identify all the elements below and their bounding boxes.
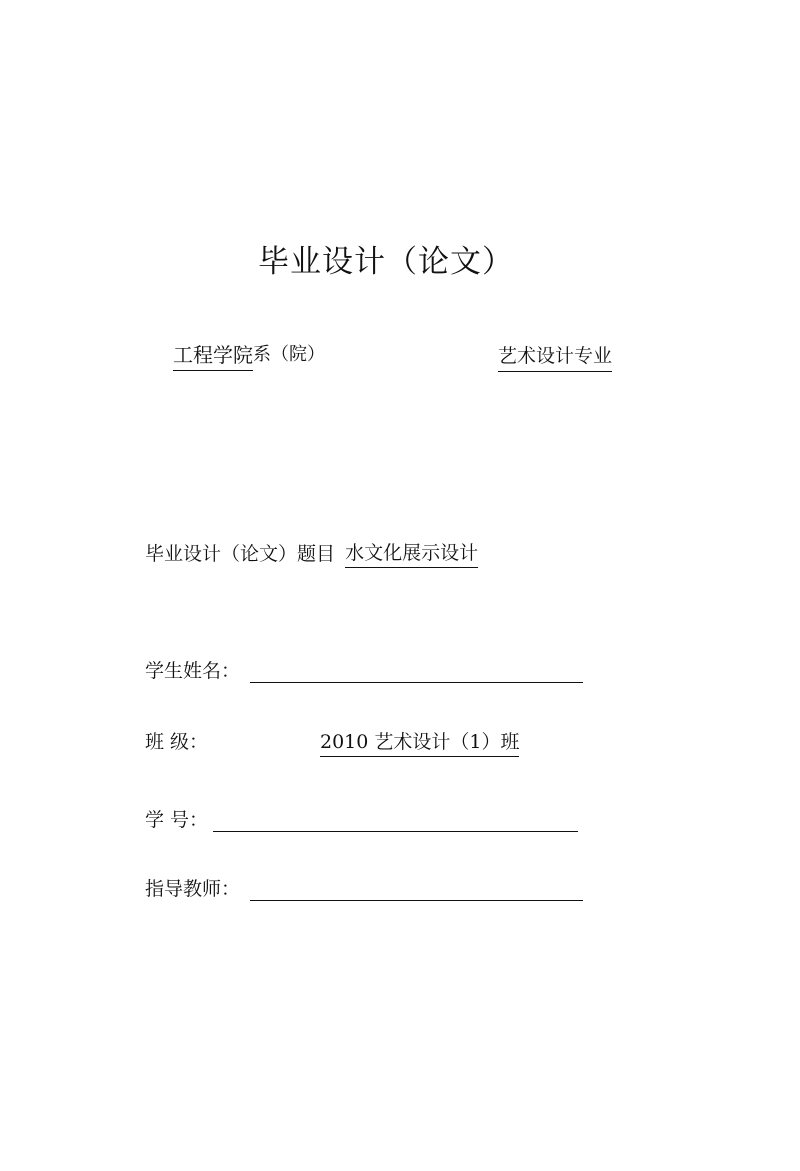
topic-label: 毕业设计（论文）题目: [145, 543, 336, 565]
student-name-input[interactable]: [250, 656, 583, 683]
student-id-label: 学 号：: [145, 809, 209, 831]
department-row: [173, 340, 325, 374]
class-label: 班 级：: [145, 731, 209, 753]
department-suffix: 系（院）: [253, 344, 325, 365]
advisor-input[interactable]: [250, 874, 583, 901]
page-title: 毕业设计（论文）: [258, 244, 514, 280]
student-id-field: [145, 806, 208, 834]
student-name-field: [145, 657, 240, 685]
major-name: 艺术设计专业: [498, 341, 612, 372]
department-name: 工程学院: [173, 340, 253, 371]
advisor-label: 指导教师：: [145, 878, 241, 900]
student-name-label: 学生姓名：: [145, 660, 241, 682]
advisor-field: [145, 875, 240, 903]
topic-value: 水文化展示设计: [345, 539, 478, 568]
student-id-input[interactable]: [213, 805, 578, 832]
class-field: [145, 728, 208, 756]
class-value: 2010 艺术设计（1）班: [320, 728, 519, 757]
topic-field: [145, 539, 478, 568]
class-value-wrap: [320, 728, 519, 757]
